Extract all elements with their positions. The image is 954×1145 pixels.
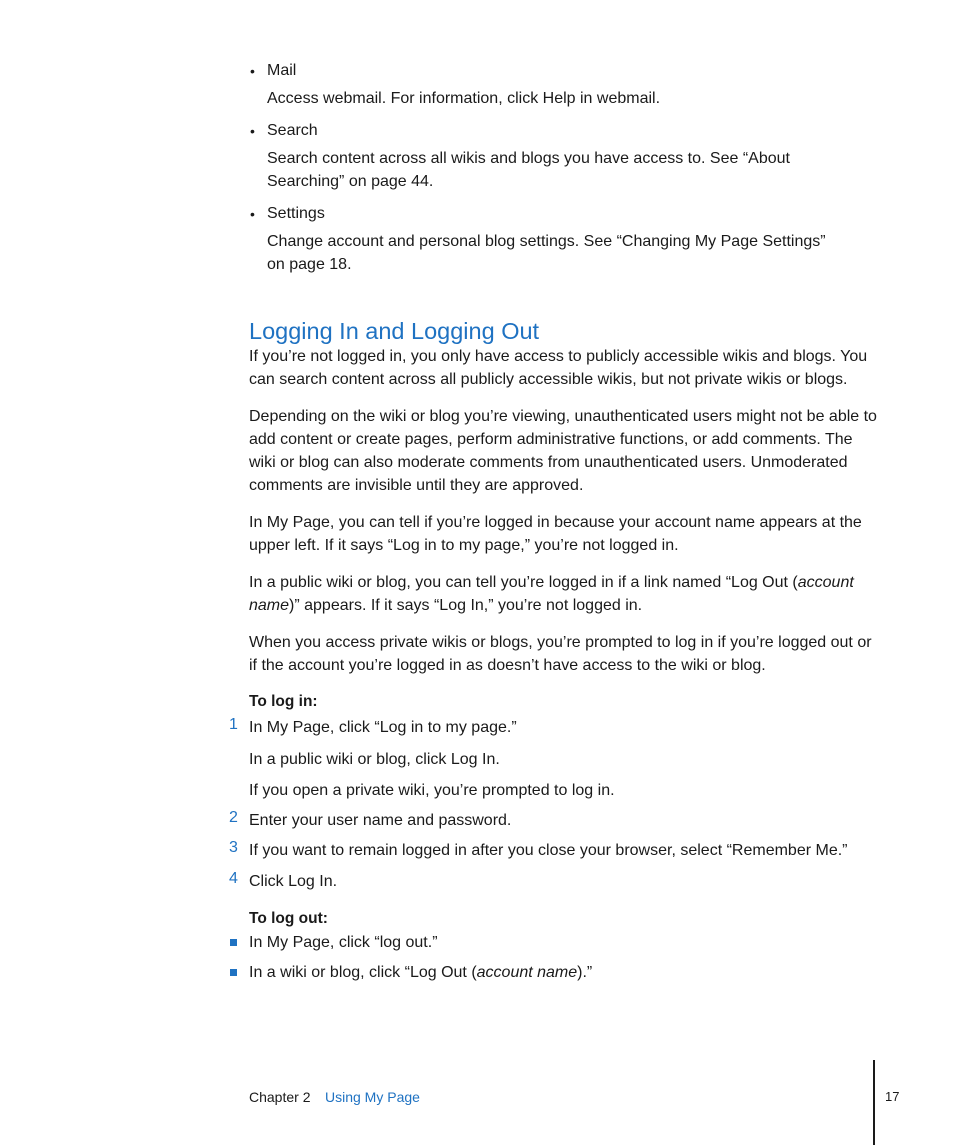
page-number: 17 bbox=[885, 1089, 900, 1104]
italic-account-name: account name bbox=[476, 964, 578, 981]
paragraph-unauthenticated: Depending on the wiki or blog you’re viewing, unauthenticated users might not be able to add content or create pages, perform administrative functions, or add comments. The wiki or blog can also moderate comments from unauthenticated users. Unmoderated comments are invisible until they are approved. bbox=[249, 408, 877, 494]
italic-account-name: account name bbox=[249, 574, 854, 614]
step-note: If you open a private wiki, you’re prompted to log in. bbox=[249, 782, 615, 799]
paragraph-my-page: In My Page, you can tell if you’re logged in because your account name appears at the upper left. If it says “Log in to my page,” you’re not logged in. bbox=[249, 514, 862, 554]
bullet-dot: • bbox=[250, 123, 255, 139]
section-heading: Logging In and Logging Out bbox=[249, 318, 540, 344]
step-number: 2 bbox=[229, 809, 238, 826]
list-item-title-mail: Mail bbox=[267, 62, 297, 79]
step-number: 3 bbox=[229, 839, 238, 856]
step-note: In a public wiki or blog, click Log In. bbox=[249, 751, 500, 768]
step-text: Enter your user name and password. bbox=[249, 812, 512, 829]
logout-item: In a wiki or blog, click “Log Out (account name).” bbox=[249, 964, 593, 981]
square-bullet-icon bbox=[230, 969, 237, 976]
paragraph-intro: If you’re not logged in, you only have access to publicly accessible wikis and blogs. You can search content across all publicly accessible wikis, but not private wikis or blogs. bbox=[249, 348, 868, 388]
list-item-desc-mail: Access webmail. For information, click Help in webmail. bbox=[267, 90, 661, 107]
step-number: 1 bbox=[229, 716, 238, 733]
list-item-desc-settings: Change account and personal blog settings. See “Changing My Page Settings” on page 18. bbox=[267, 233, 826, 273]
step-number: 4 bbox=[229, 870, 238, 887]
paragraph-private-wiki: When you access private wikis or blogs, you’re prompted to log in if you’re logged out or if the account you’re logged in as doesn’t have access to the wiki or blog. bbox=[249, 634, 872, 674]
step-text: Click Log In. bbox=[249, 873, 338, 890]
step-text: If you want to remain logged in after you close your browser, select “Remember Me.” bbox=[249, 842, 848, 859]
logout-item: In My Page, click “log out.” bbox=[249, 934, 438, 951]
step-text: In My Page, click “Log in to my page.” bbox=[249, 719, 517, 736]
bullet-dot: • bbox=[250, 206, 255, 222]
login-subheading: To log in: bbox=[249, 693, 318, 710]
footer-divider bbox=[873, 1060, 875, 1145]
list-item-desc-search: Search content across all wikis and blogs you have access to. See “About Searching” on page 44. bbox=[267, 150, 790, 190]
logout-subheading: To log out: bbox=[249, 910, 328, 927]
footer-chapter-title: Using My Page bbox=[325, 1089, 420, 1105]
square-bullet-icon bbox=[230, 939, 237, 946]
paragraph-public-wiki: In a public wiki or blog, you can tell you’re logged in if a link named “Log Out (account name)” appears. If it says “Log In,” you’re not logged in. bbox=[249, 574, 854, 614]
footer-chapter: Chapter 2 bbox=[249, 1089, 311, 1105]
list-item-title-search: Search bbox=[267, 122, 318, 139]
bullet-dot: • bbox=[250, 63, 255, 79]
list-item-title-settings: Settings bbox=[267, 205, 325, 222]
